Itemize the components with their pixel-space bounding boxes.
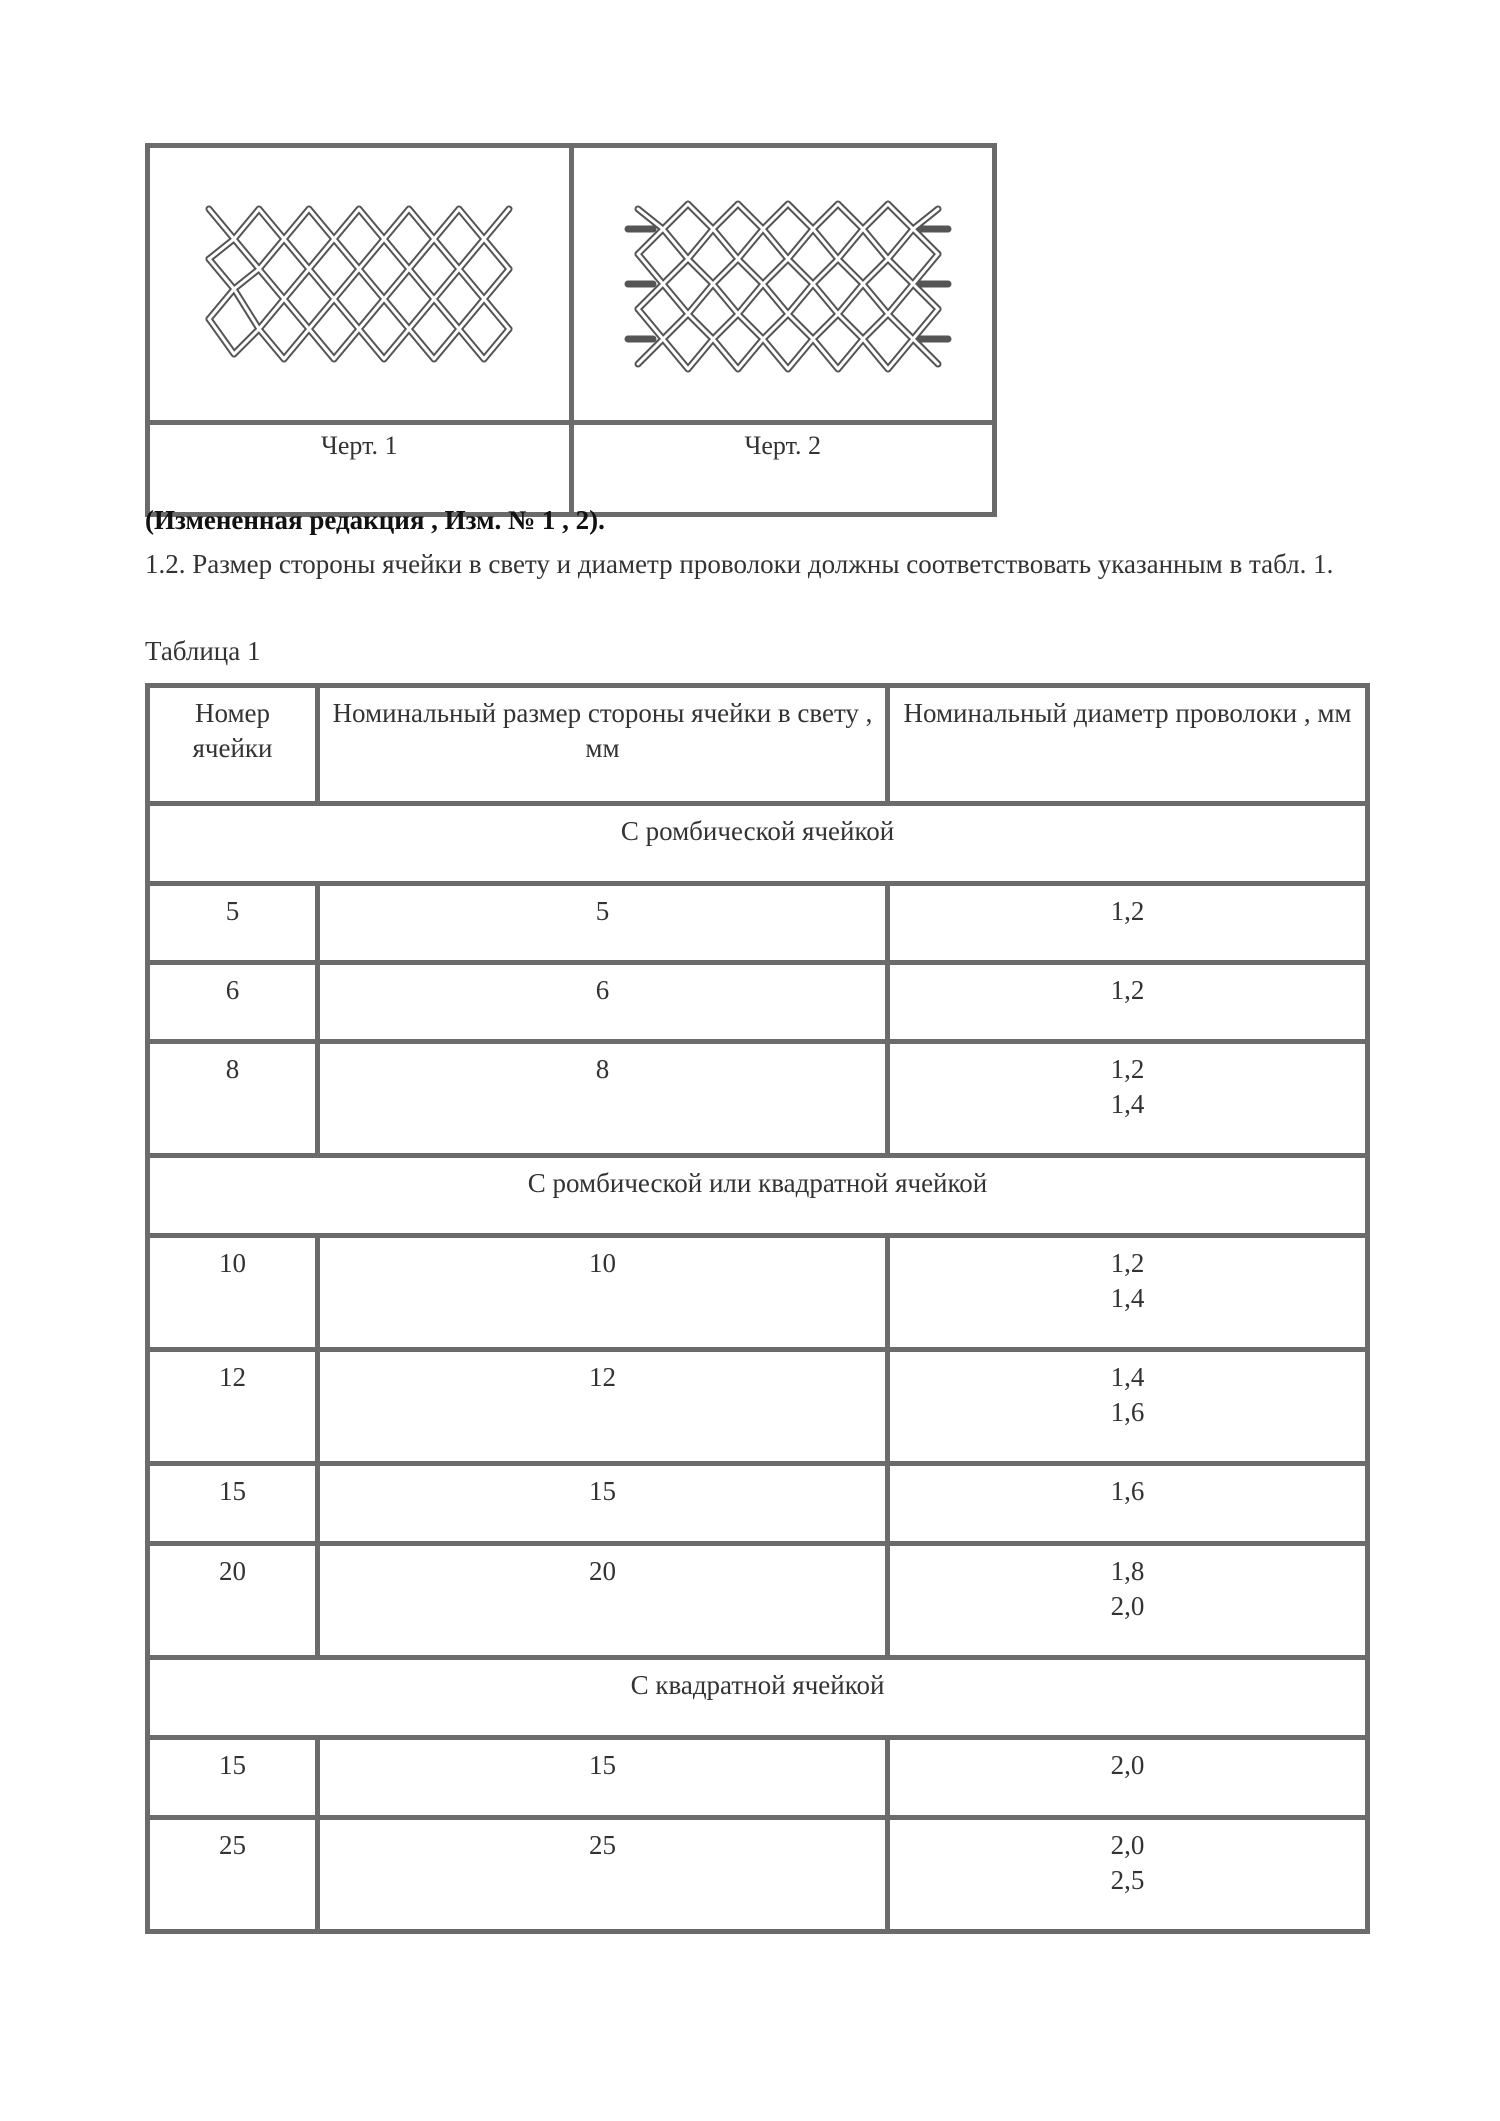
cell-number: 15 <box>148 1738 318 1818</box>
diameter-value: 1,6 <box>1110 1397 1145 1427</box>
table-row <box>148 1042 1368 1156</box>
diameter-value: 1,6 <box>1110 1476 1145 1506</box>
cell-diameter <box>888 1350 1368 1464</box>
cell-diameter <box>888 884 1368 963</box>
cell-size: 5 <box>318 884 888 963</box>
table-header-row <box>148 686 1368 804</box>
figure-2-caption: Черт. 2 <box>571 423 995 515</box>
diameter-value: 1,4 <box>1110 1089 1145 1119</box>
figure-2-cell <box>571 146 995 423</box>
rhombic-mesh-drawing-icon <box>189 189 529 379</box>
table-row <box>148 1818 1368 1932</box>
cell-diameter <box>888 963 1368 1042</box>
header-cell-diameter: Номинальный диаметр проволоки , мм <box>888 686 1368 804</box>
cell-diameter <box>888 1818 1368 1932</box>
cell-number: 20 <box>148 1544 318 1658</box>
header-cell-number: Номер ячейки <box>148 686 318 804</box>
cell-size: 12 <box>318 1350 888 1464</box>
table-row <box>148 1544 1368 1658</box>
figure-1-caption: Черт. 1 <box>148 423 572 515</box>
section-row <box>148 1658 1368 1738</box>
cell-diameter <box>888 1738 1368 1818</box>
diameter-value: 1,2 <box>1110 1054 1145 1084</box>
section-title: С ромбической или квадратной ячейкой <box>148 1156 1368 1236</box>
cell-diameter <box>888 1544 1368 1658</box>
table-row <box>148 1464 1368 1544</box>
diameter-value: 2,0 <box>1110 1830 1145 1860</box>
cell-number: 6 <box>148 963 318 1042</box>
paragraph-1-2: 1.2. Размер стороны ячейки в свету и диаметр проволоки должны соответствовать указанным в табл. 1. <box>145 549 1334 579</box>
figures-table <box>145 143 997 517</box>
mesh-size-table <box>145 683 1370 1934</box>
cell-diameter <box>888 1464 1368 1544</box>
cell-number: 8 <box>148 1042 318 1156</box>
cell-size: 8 <box>318 1042 888 1156</box>
diameter-value: 1,8 <box>1110 1556 1145 1586</box>
cell-number: 15 <box>148 1464 318 1544</box>
section-row <box>148 1156 1368 1236</box>
cell-diameter <box>888 1042 1368 1156</box>
diameter-value: 2,0 <box>1110 1750 1145 1780</box>
cell-number: 5 <box>148 884 318 963</box>
diameter-value: 1,2 <box>1110 896 1145 926</box>
section-row <box>148 804 1368 884</box>
table-row <box>148 963 1368 1042</box>
cell-size: 20 <box>318 1544 888 1658</box>
figure-1-cell <box>148 146 572 423</box>
cell-size: 25 <box>318 1818 888 1932</box>
diameter-value: 1,2 <box>1110 1248 1145 1278</box>
cell-size: 10 <box>318 1236 888 1350</box>
table-caption: Таблица 1 <box>145 636 261 666</box>
cell-size: 15 <box>318 1464 888 1544</box>
table-row <box>148 884 1368 963</box>
cell-size: 6 <box>318 963 888 1042</box>
cell-number: 10 <box>148 1236 318 1350</box>
table-row <box>148 1236 1368 1350</box>
table-row <box>148 1738 1368 1818</box>
amendment-note: (Измененная редакция , Изм. № 1 , 2). <box>145 505 605 535</box>
diameter-value: 1,4 <box>1110 1362 1145 1392</box>
cell-size: 15 <box>318 1738 888 1818</box>
section-title: С ромбической ячейкой <box>148 804 1368 884</box>
diameter-value: 1,2 <box>1110 975 1145 1005</box>
cell-number: 25 <box>148 1818 318 1932</box>
diameter-value: 1,4 <box>1110 1283 1145 1313</box>
section-title: С квадратной ячейкой <box>148 1658 1368 1738</box>
cell-diameter <box>888 1236 1368 1350</box>
header-cell-size: Номинальный размер стороны ячейки в свету , мм <box>318 686 888 804</box>
square-mesh-drawing-icon <box>613 184 953 384</box>
cell-number: 12 <box>148 1350 318 1464</box>
diameter-value: 2,0 <box>1110 1591 1145 1621</box>
table-row <box>148 1350 1368 1464</box>
diameter-value: 2,5 <box>1110 1865 1145 1895</box>
